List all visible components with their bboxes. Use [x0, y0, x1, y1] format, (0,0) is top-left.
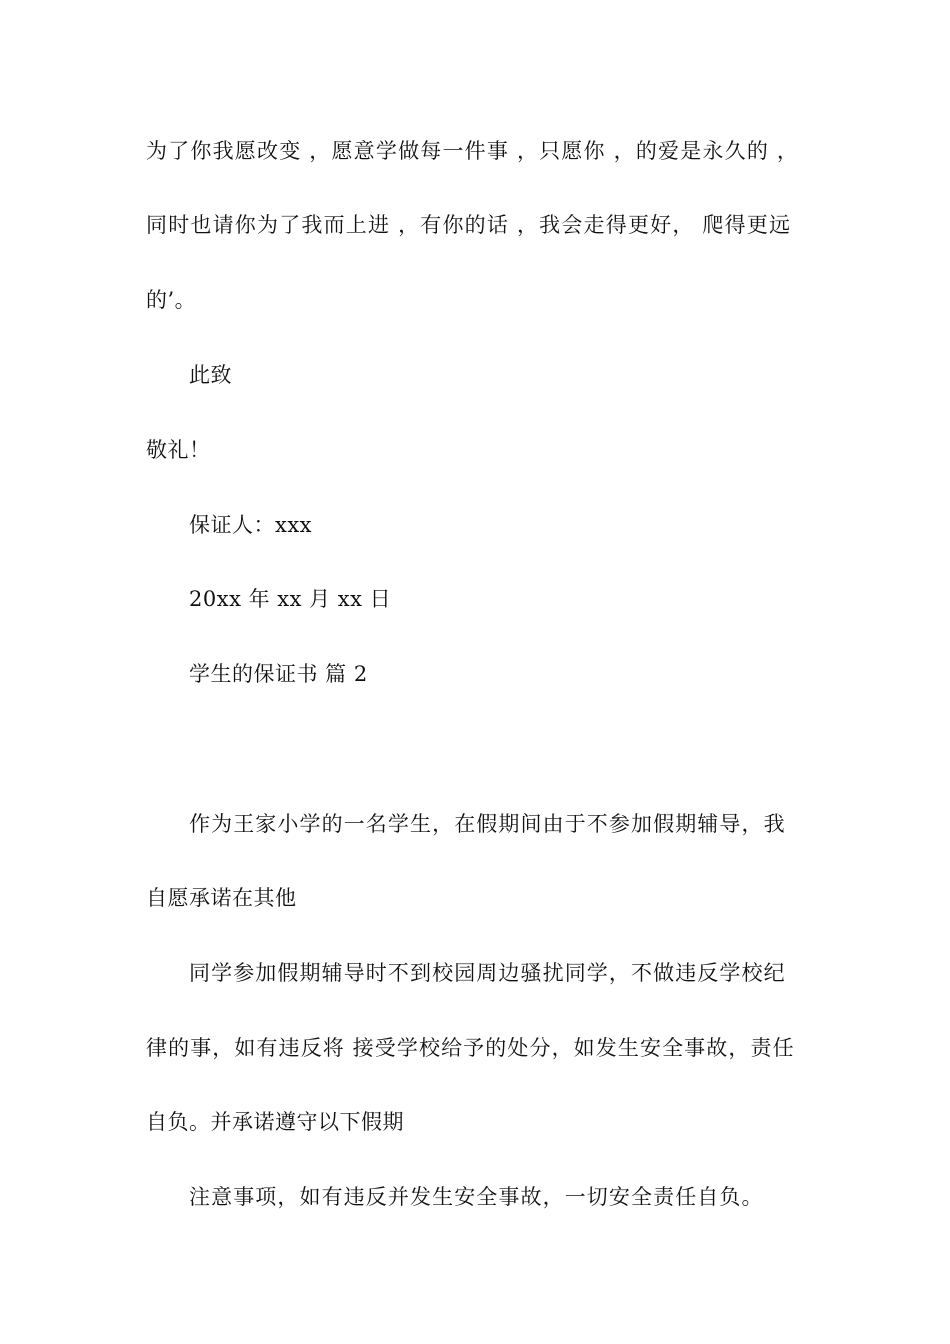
paragraph-line: 为了你我愿改变 ，愿意学做每一件事 ，只愿你 ，的爱是永久的 ，: [146, 139, 800, 163]
paragraph-line: 自负。并承诺遵守以下假期: [146, 1110, 404, 1134]
signatory: 保证人：xxx: [189, 513, 313, 537]
paragraph-line: 律的事，如有违反将 接受学校给予的处分，如发生安全事故，责任: [146, 1036, 795, 1060]
closing-salutation: 此致: [189, 363, 232, 387]
paragraph-line: 注意事项，如有违反并发生安全事故，一切安全责任自负。: [189, 1185, 764, 1209]
closing-regards: 敬礼！: [146, 438, 211, 462]
paragraph-line: 作为王家小学的一名学生，在假期间由于不参加假期辅导，我: [189, 812, 786, 836]
paragraph-line: 自愿承诺在其他: [146, 886, 297, 910]
paragraph-line: 的’。: [146, 288, 197, 312]
signature-date: 20xx 年 xx 月 xx 日: [189, 587, 392, 611]
section-title: 学生的保证书 篇 2: [189, 662, 368, 686]
paragraph-line: 同学参加假期辅导时不到校园周边骚扰同学，不做违反学校纪: [189, 961, 786, 985]
paragraph-line: 同时也请你为了我而上进 ，有你的话 ，我会走得更好， 爬得更远: [146, 213, 792, 237]
